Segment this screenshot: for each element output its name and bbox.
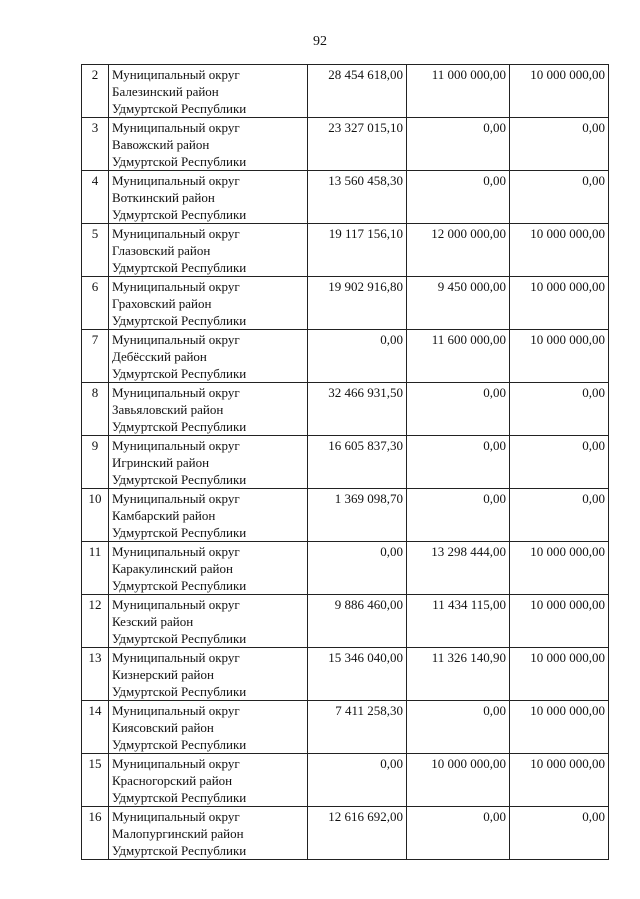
municipality-name-line: Муниципальный округ — [112, 332, 240, 347]
municipality-name-line: Муниципальный округ — [112, 544, 240, 559]
amount-cell-3: 10 000 000,00 — [510, 754, 609, 807]
amount-cell-2: 0,00 — [407, 436, 510, 489]
municipality-name-line: Камбарский район — [112, 508, 216, 523]
municipality-name-line: Воткинский район — [112, 190, 215, 205]
municipality-name-line: Вавожский район — [112, 137, 210, 152]
amount-cell-1: 9 886 460,00 — [308, 595, 407, 648]
budget-table — [81, 64, 609, 860]
amount-cell-2: 9 450 000,00 — [407, 277, 510, 330]
amount-cell-2: 13 298 444,00 — [407, 542, 510, 595]
municipality-name-line: Муниципальный округ — [112, 703, 240, 718]
municipality-name-line: Муниципальный округ — [112, 385, 240, 400]
municipality-name-cell — [109, 383, 308, 436]
municipality-name-cell — [109, 701, 308, 754]
municipality-name-line: Удмуртской Республики — [112, 154, 247, 169]
municipality-name-line: Малопургинский район — [112, 826, 244, 841]
page-number: 92 — [313, 34, 327, 49]
table-row — [82, 277, 609, 330]
amount-cell-3: 0,00 — [510, 489, 609, 542]
row-number-cell: 16 — [82, 807, 109, 860]
municipality-name-line: Муниципальный округ — [112, 597, 240, 612]
row-number-cell: 14 — [82, 701, 109, 754]
amount-cell-1: 1 369 098,70 — [308, 489, 407, 542]
municipality-name-line: Игринский район — [112, 455, 210, 470]
amount-cell-2: 0,00 — [407, 383, 510, 436]
municipality-name-line: Каракулинский район — [112, 561, 233, 576]
municipality-name-line: Муниципальный округ — [112, 809, 240, 824]
table-row — [82, 595, 609, 648]
municipality-name-line: Удмуртской Республики — [112, 366, 247, 381]
table-row — [82, 65, 609, 118]
table-row — [82, 436, 609, 489]
amount-cell-1: 7 411 258,30 — [308, 701, 407, 754]
municipality-name-line: Глазовский район — [112, 243, 211, 258]
municipality-name-cell — [109, 118, 308, 171]
amount-cell-2: 11 434 115,00 — [407, 595, 510, 648]
municipality-name-cell — [109, 65, 308, 118]
amount-cell-3: 0,00 — [510, 436, 609, 489]
table-row — [82, 118, 609, 171]
municipality-name-line: Муниципальный округ — [112, 438, 240, 453]
municipality-name-line: Удмуртской Республики — [112, 737, 247, 752]
municipality-name-line: Завьяловский район — [112, 402, 224, 417]
row-number-cell: 3 — [82, 118, 109, 171]
amount-cell-3: 10 000 000,00 — [510, 701, 609, 754]
amount-cell-1: 15 346 040,00 — [308, 648, 407, 701]
table-body — [82, 65, 609, 860]
row-number-cell: 11 — [82, 542, 109, 595]
municipality-name-cell — [109, 224, 308, 277]
amount-cell-3: 0,00 — [510, 807, 609, 860]
table-row — [82, 489, 609, 542]
amount-cell-2: 0,00 — [407, 701, 510, 754]
municipality-name-cell — [109, 807, 308, 860]
amount-cell-1: 0,00 — [308, 754, 407, 807]
amount-cell-2: 11 000 000,00 — [407, 65, 510, 118]
amount-cell-3: 10 000 000,00 — [510, 542, 609, 595]
municipality-name-cell — [109, 330, 308, 383]
row-number-cell: 5 — [82, 224, 109, 277]
municipality-name-line: Муниципальный округ — [112, 279, 240, 294]
municipality-name-line: Киясовский район — [112, 720, 214, 735]
row-number-cell: 10 — [82, 489, 109, 542]
row-number-cell: 8 — [82, 383, 109, 436]
table-row — [82, 383, 609, 436]
amount-cell-1: 19 117 156,10 — [308, 224, 407, 277]
amount-cell-2: 0,00 — [407, 807, 510, 860]
municipality-name-line: Муниципальный округ — [112, 226, 240, 241]
municipality-name-line: Красногорский район — [112, 773, 233, 788]
municipality-name-line: Муниципальный округ — [112, 173, 240, 188]
row-number-cell: 7 — [82, 330, 109, 383]
municipality-name-line: Кизнерский район — [112, 667, 214, 682]
table-row — [82, 648, 609, 701]
amount-cell-1: 19 902 916,80 — [308, 277, 407, 330]
municipality-name-line: Удмуртской Республики — [112, 790, 247, 805]
municipality-name-cell — [109, 542, 308, 595]
amount-cell-1: 23 327 015,10 — [308, 118, 407, 171]
municipality-name-line: Удмуртской Республики — [112, 101, 247, 116]
row-number-cell: 9 — [82, 436, 109, 489]
municipality-name-cell — [109, 648, 308, 701]
amount-cell-3: 10 000 000,00 — [510, 595, 609, 648]
municipality-name-line: Дебёсский район — [112, 349, 207, 364]
table-row — [82, 224, 609, 277]
municipality-name-cell — [109, 754, 308, 807]
amount-cell-2: 10 000 000,00 — [407, 754, 510, 807]
municipality-name-line: Удмуртской Республики — [112, 578, 247, 593]
amount-cell-2: 0,00 — [407, 171, 510, 224]
row-number-cell: 12 — [82, 595, 109, 648]
municipality-name-line: Кезский район — [112, 614, 194, 629]
municipality-name-line: Удмуртской Республики — [112, 631, 247, 646]
municipality-name-line: Удмуртской Республики — [112, 472, 247, 487]
amount-cell-3: 10 000 000,00 — [510, 65, 609, 118]
amount-cell-2: 11 600 000,00 — [407, 330, 510, 383]
row-number-cell: 13 — [82, 648, 109, 701]
amount-cell-3: 10 000 000,00 — [510, 224, 609, 277]
municipality-name-line: Удмуртской Республики — [112, 843, 247, 858]
municipality-name-cell — [109, 595, 308, 648]
amount-cell-1: 28 454 618,00 — [308, 65, 407, 118]
row-number-cell: 15 — [82, 754, 109, 807]
municipality-name-cell — [109, 436, 308, 489]
amount-cell-3: 0,00 — [510, 118, 609, 171]
amount-cell-3: 10 000 000,00 — [510, 277, 609, 330]
amount-cell-1: 32 466 931,50 — [308, 383, 407, 436]
municipality-name-cell — [109, 489, 308, 542]
amount-cell-2: 12 000 000,00 — [407, 224, 510, 277]
municipality-name-line: Муниципальный округ — [112, 491, 240, 506]
table-row — [82, 807, 609, 860]
amount-cell-2: 0,00 — [407, 118, 510, 171]
municipality-name-line: Муниципальный округ — [112, 120, 240, 135]
amount-cell-2: 11 326 140,90 — [407, 648, 510, 701]
municipality-name-line: Муниципальный округ — [112, 67, 240, 82]
municipality-name-line: Удмуртской Республики — [112, 207, 247, 222]
amount-cell-1: 16 605 837,30 — [308, 436, 407, 489]
row-number-cell: 6 — [82, 277, 109, 330]
municipality-name-line: Удмуртской Республики — [112, 684, 247, 699]
table-row — [82, 754, 609, 807]
amount-cell-3: 10 000 000,00 — [510, 648, 609, 701]
table-row — [82, 330, 609, 383]
amount-cell-1: 13 560 458,30 — [308, 171, 407, 224]
amount-cell-2: 0,00 — [407, 489, 510, 542]
amount-cell-1: 0,00 — [308, 542, 407, 595]
amount-cell-1: 0,00 — [308, 330, 407, 383]
amount-cell-3: 0,00 — [510, 171, 609, 224]
municipality-name-line: Удмуртской Республики — [112, 260, 247, 275]
amount-cell-3: 0,00 — [510, 383, 609, 436]
row-number-cell: 2 — [82, 65, 109, 118]
municipality-name-line: Удмуртской Республики — [112, 419, 247, 434]
municipality-name-cell — [109, 171, 308, 224]
municipality-name-line: Муниципальный округ — [112, 756, 240, 771]
table-row — [82, 701, 609, 754]
municipality-name-line: Удмуртской Республики — [112, 525, 247, 540]
row-number-cell: 4 — [82, 171, 109, 224]
amount-cell-1: 12 616 692,00 — [308, 807, 407, 860]
municipality-name-line: Балезинский район — [112, 84, 219, 99]
municipality-name-line: Удмуртской Республики — [112, 313, 247, 328]
municipality-name-line: Граховский район — [112, 296, 212, 311]
municipality-name-line: Муниципальный округ — [112, 650, 240, 665]
municipality-name-cell — [109, 277, 308, 330]
table-row — [82, 542, 609, 595]
amount-cell-3: 10 000 000,00 — [510, 330, 609, 383]
table-row — [82, 171, 609, 224]
